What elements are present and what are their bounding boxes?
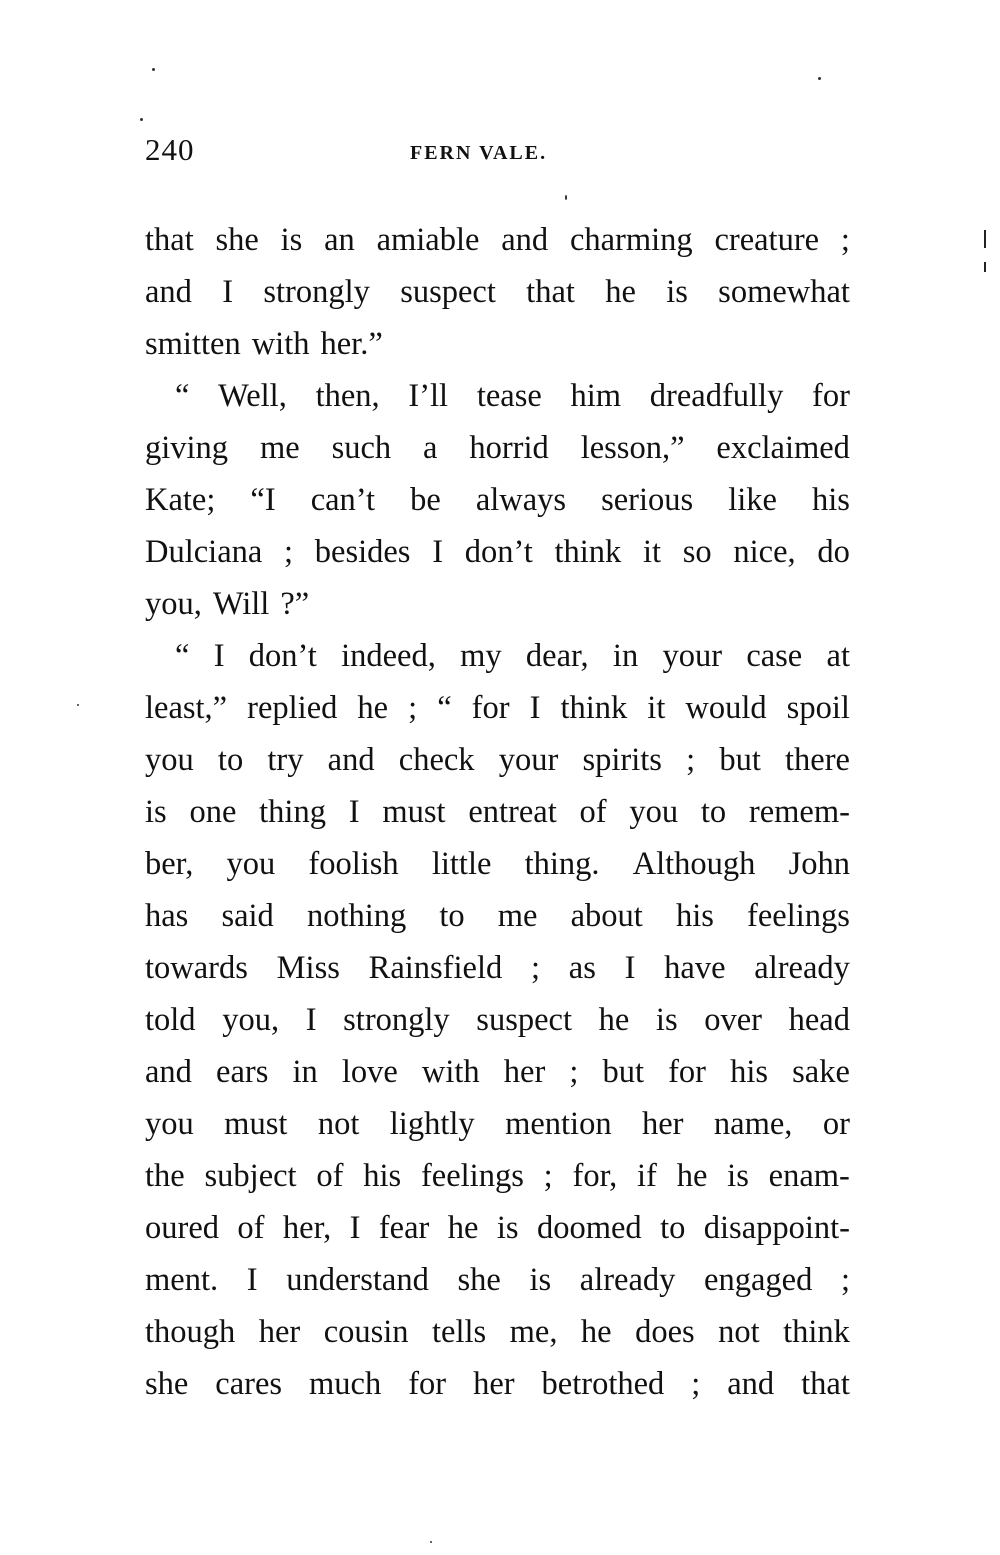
word: ; <box>691 1366 701 1402</box>
word: feelings <box>420 1158 524 1194</box>
word: be <box>410 482 441 518</box>
word: replied <box>247 690 338 726</box>
word: “ <box>175 378 190 414</box>
word: dear, <box>525 638 589 674</box>
word: one <box>189 794 237 830</box>
scan-speck <box>140 118 143 121</box>
word: must <box>382 794 446 830</box>
word: Although <box>632 846 756 882</box>
word: that <box>145 222 194 258</box>
word: much <box>309 1366 382 1402</box>
word: name, <box>713 1106 793 1142</box>
word: indeed, <box>341 638 436 674</box>
body-text <box>145 214 850 1410</box>
word: she <box>145 1366 189 1402</box>
word: it <box>643 534 662 570</box>
word: I <box>349 1210 361 1246</box>
word: amiable <box>376 222 480 258</box>
scan-speck <box>818 77 821 80</box>
text-line <box>145 942 850 994</box>
text-line <box>145 1202 850 1254</box>
word: doomed <box>536 1210 642 1246</box>
word: Dulciana <box>145 534 263 570</box>
word: he <box>447 1210 479 1246</box>
word: thing <box>259 794 326 830</box>
word: if <box>637 1158 657 1194</box>
word: betrothed <box>541 1366 665 1402</box>
word: then, <box>315 378 380 414</box>
word: nice, <box>733 534 796 570</box>
word: of <box>316 1158 344 1194</box>
word: your <box>498 742 559 778</box>
running-title: FERN VALE. <box>410 142 548 164</box>
word: case <box>746 638 803 674</box>
word: little <box>431 846 492 882</box>
word: I <box>348 794 360 830</box>
word: ber, <box>145 846 194 882</box>
word: for <box>408 1366 447 1402</box>
page-number: 240 <box>145 132 195 167</box>
word: my <box>460 638 502 674</box>
word: understand <box>286 1262 429 1298</box>
text-line <box>145 1306 850 1358</box>
word: think <box>783 1314 850 1350</box>
word: mention <box>505 1106 612 1142</box>
word: and <box>501 222 549 258</box>
scan-speck <box>152 68 155 71</box>
word: for, <box>572 1158 618 1194</box>
word: “ <box>437 690 452 726</box>
scan-speck <box>430 1541 432 1543</box>
text-line <box>145 474 850 526</box>
word: lightly <box>389 1106 475 1142</box>
word: Rainsfield <box>368 950 503 986</box>
word: there <box>785 742 850 778</box>
word: oured <box>145 1210 219 1246</box>
scan-edge-mark <box>984 230 986 248</box>
word: enam- <box>768 1158 850 1194</box>
word: ; <box>408 690 418 726</box>
word: you <box>145 1106 194 1142</box>
word: thing. <box>524 846 600 882</box>
text-line <box>145 1098 850 1150</box>
text-line <box>145 578 850 630</box>
word: check <box>398 742 475 778</box>
word: suspect <box>400 274 496 310</box>
word: does <box>635 1314 695 1350</box>
word: ; <box>543 1158 553 1194</box>
text-line <box>145 370 850 422</box>
word: you <box>226 846 276 882</box>
word: besides <box>314 534 411 570</box>
word: he <box>580 1314 612 1350</box>
word: must <box>224 1106 288 1142</box>
scan-speck <box>565 195 567 200</box>
word: it <box>647 690 666 726</box>
word: ; <box>569 1054 579 1090</box>
word: as <box>568 950 596 986</box>
word: ; <box>284 534 294 570</box>
text-line <box>145 838 850 890</box>
word: is <box>727 1158 749 1194</box>
word: her <box>258 1314 301 1350</box>
word: but <box>719 742 761 778</box>
word: already <box>579 1262 676 1298</box>
word: smitten <box>145 326 241 362</box>
word: tease <box>476 378 542 414</box>
word: sake <box>792 1054 850 1090</box>
word: of <box>237 1210 265 1246</box>
word: he <box>605 274 636 310</box>
word: cousin <box>323 1314 409 1350</box>
word: Will <box>212 586 270 622</box>
word: you <box>629 794 679 830</box>
word: ; <box>840 222 850 258</box>
word: I <box>432 534 444 570</box>
word: he <box>357 690 389 726</box>
word: that <box>801 1366 850 1402</box>
word: tells <box>432 1314 487 1350</box>
word: nothing <box>306 898 407 934</box>
word: serious <box>601 482 694 518</box>
word: spirits <box>582 742 662 778</box>
word: I <box>213 638 225 674</box>
word: giving <box>145 430 229 466</box>
word: for <box>668 1054 707 1090</box>
word: feelings <box>747 898 850 934</box>
word: of <box>579 794 607 830</box>
word: has <box>145 898 189 934</box>
word: to <box>439 898 465 934</box>
word: “I <box>250 482 276 518</box>
word: and <box>145 1054 192 1090</box>
word: not <box>317 1106 360 1142</box>
word: for <box>812 378 850 414</box>
word: spoil <box>786 690 850 726</box>
text-line <box>145 630 850 682</box>
word: ment. <box>145 1262 219 1298</box>
word: least,” <box>145 690 228 726</box>
word: engaged <box>704 1262 813 1298</box>
word: strongly <box>343 1002 450 1038</box>
word: horrid <box>469 430 549 466</box>
word: you <box>145 742 194 778</box>
word: me, <box>509 1314 558 1350</box>
word: about <box>570 898 643 934</box>
word: already <box>754 950 850 986</box>
text-line <box>145 1254 850 1306</box>
word: cares <box>215 1366 283 1402</box>
word: with <box>251 326 310 362</box>
word: Miss <box>276 950 340 986</box>
word: foolish <box>308 846 399 882</box>
word: like <box>728 482 777 518</box>
word: in <box>612 638 639 674</box>
word: or <box>822 1106 850 1142</box>
word: think <box>560 690 628 726</box>
text-line <box>145 1150 850 1202</box>
word: ; <box>530 950 541 986</box>
word: I <box>624 950 636 986</box>
text-line <box>145 786 850 838</box>
word: head <box>788 1002 850 1038</box>
word: not <box>718 1314 760 1350</box>
word: to <box>217 742 244 778</box>
word: I’ll <box>408 378 449 414</box>
word: is <box>529 1262 552 1298</box>
word: though <box>145 1314 236 1350</box>
word: you, <box>222 1002 280 1038</box>
word: so <box>682 534 712 570</box>
word: remem- <box>748 794 850 830</box>
word: her <box>473 1366 515 1402</box>
word: in <box>292 1054 318 1090</box>
text-line <box>145 526 850 578</box>
word: don’t <box>248 638 317 674</box>
word: for <box>471 690 510 726</box>
word: don’t <box>464 534 533 570</box>
word: have <box>664 950 726 986</box>
word: the <box>145 1158 185 1194</box>
word: her, <box>282 1210 332 1246</box>
word: Well, <box>218 378 287 414</box>
word: ?” <box>280 586 310 622</box>
word: her <box>503 1054 546 1090</box>
word: his <box>811 482 850 518</box>
word: ; <box>840 1262 850 1298</box>
word: Kate; <box>145 482 216 518</box>
word: think <box>554 534 622 570</box>
word: with <box>421 1054 480 1090</box>
word: me <box>259 430 300 466</box>
word: and <box>727 1366 775 1402</box>
word: would <box>685 690 767 726</box>
word: is <box>496 1210 519 1246</box>
word: an <box>324 222 355 258</box>
word: strongly <box>263 274 370 310</box>
word: do <box>817 534 850 570</box>
scan-edge-mark <box>984 262 986 272</box>
word: but <box>602 1054 645 1090</box>
scan-speck <box>77 704 79 706</box>
word: her <box>642 1106 684 1142</box>
text-line <box>145 1358 850 1410</box>
word: is <box>666 274 688 310</box>
word: is <box>145 794 167 830</box>
word: entreat <box>468 794 557 830</box>
word: she <box>215 222 259 258</box>
word: said <box>221 898 274 934</box>
word: ears <box>216 1054 269 1090</box>
word: you, <box>145 586 202 622</box>
text-line <box>145 318 850 370</box>
word: me <box>497 898 538 934</box>
word: told <box>145 1002 196 1038</box>
word: is <box>280 222 303 258</box>
word: that <box>526 274 575 310</box>
text-line <box>145 994 850 1046</box>
word: he <box>598 1002 630 1038</box>
word: exclaimed <box>716 430 850 466</box>
text-line <box>145 1046 850 1098</box>
word: somewhat <box>718 274 850 310</box>
text-line <box>145 682 850 734</box>
word: creature <box>714 222 820 258</box>
word: suspect <box>476 1002 572 1038</box>
word: she <box>457 1262 501 1298</box>
word: I <box>246 1262 258 1298</box>
word: can’t <box>310 482 376 518</box>
word: her.” <box>320 326 383 362</box>
word: lesson,” <box>580 430 685 466</box>
word: I <box>222 274 234 310</box>
word: try <box>267 742 304 778</box>
word: his <box>730 1054 769 1090</box>
text-line <box>145 422 850 474</box>
word: a <box>423 430 438 466</box>
word: charming <box>569 222 693 258</box>
word: disappoint- <box>703 1210 850 1246</box>
word: he <box>676 1158 708 1194</box>
word: to <box>660 1210 686 1246</box>
word: I <box>529 690 541 726</box>
word: is <box>655 1002 678 1038</box>
text-line <box>145 266 850 318</box>
word: towards <box>145 950 248 986</box>
word: dreadfully <box>649 378 784 414</box>
word: his <box>363 1158 402 1194</box>
word: fear <box>378 1210 430 1246</box>
word: John <box>788 846 850 882</box>
word: always <box>475 482 567 518</box>
word: to <box>700 794 727 830</box>
word: I <box>305 1002 317 1038</box>
text-line <box>145 214 850 266</box>
word: at <box>826 638 850 674</box>
text-line <box>145 890 850 942</box>
word: over <box>704 1002 762 1038</box>
word: and <box>327 742 375 778</box>
word: ; <box>686 742 696 778</box>
word: him <box>570 378 622 414</box>
word: “ <box>175 638 190 674</box>
word: love <box>341 1054 398 1090</box>
text-line <box>145 734 850 786</box>
word: his <box>675 898 714 934</box>
word: and <box>145 274 192 310</box>
word: your <box>662 638 723 674</box>
word: subject <box>204 1158 297 1194</box>
page-header <box>145 132 850 172</box>
word: such <box>331 430 392 466</box>
